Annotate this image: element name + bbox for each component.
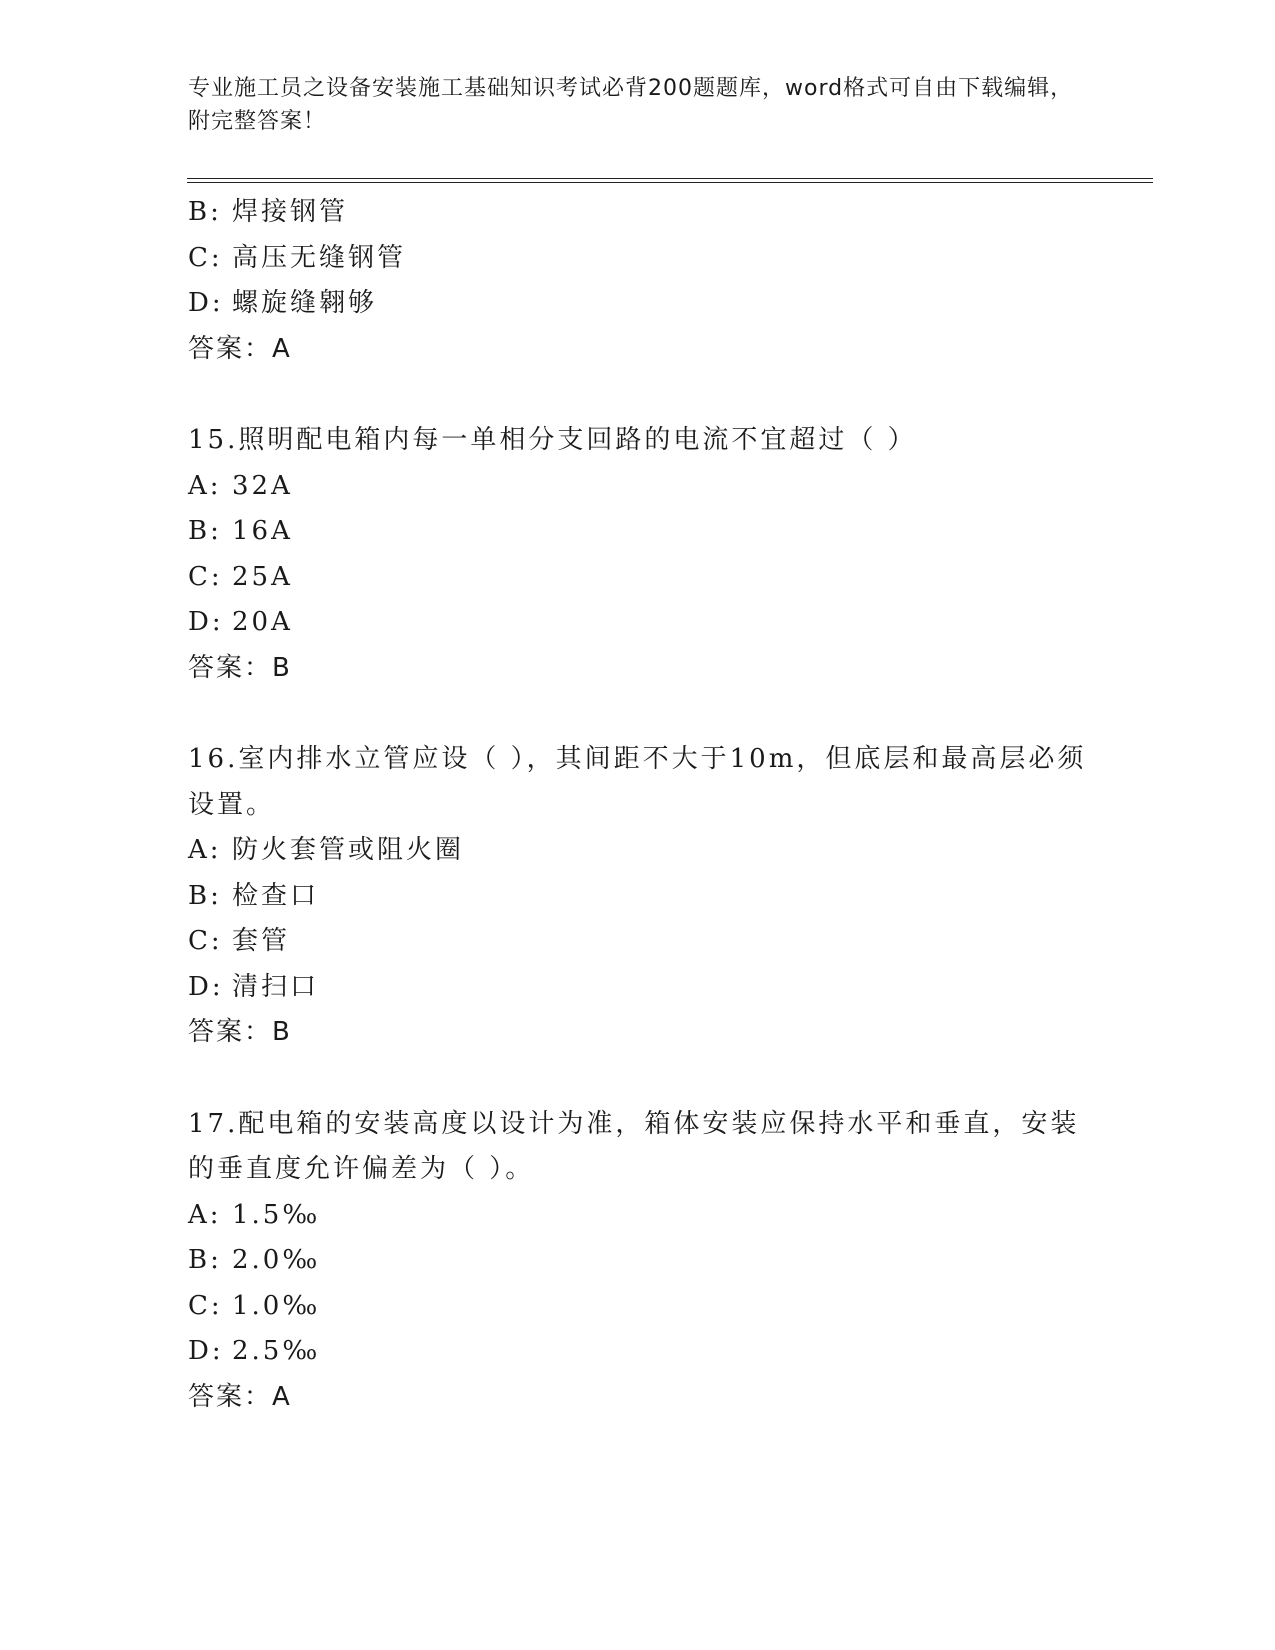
option-text: 20A (232, 607, 293, 637)
option-text: 25A (232, 561, 293, 592)
option-d (188, 281, 1088, 327)
option-label: C: (188, 242, 223, 273)
option-text: 高压无缝钢管 (232, 242, 407, 273)
option-label: A: (188, 470, 222, 501)
option-text: 套管 (232, 926, 291, 956)
question-15 (188, 418, 1088, 691)
option-label: C: (188, 1290, 223, 1321)
option-text: 检查口 (232, 880, 320, 911)
option-d (188, 965, 1088, 1011)
option-label: A: (188, 835, 222, 865)
option-text: 防火套管或阻火圈 (232, 835, 465, 865)
option-label: D: (188, 971, 224, 1002)
question-17 (188, 1102, 1088, 1421)
option-label: C: (188, 561, 223, 592)
question-16 (188, 737, 1088, 1056)
option-label: B: (188, 516, 222, 546)
option-text: 2.5‰ (232, 1336, 321, 1366)
header-divider-bottom (187, 182, 1153, 183)
option-b (188, 874, 1088, 920)
option-label: D: (188, 607, 224, 637)
option-text: 焊接钢管 (232, 197, 349, 227)
question-title: 16.室内排水立管应设（ ），其间距不大于10m，但底层和最高层必须设置。 (188, 744, 1087, 820)
option-b (188, 1238, 1088, 1284)
header-divider-top (187, 178, 1153, 179)
option-b (188, 509, 1088, 555)
option-label: B: (188, 197, 222, 227)
option-text: 32A (232, 470, 293, 501)
option-text: 螺旋缝翱够 (232, 288, 378, 318)
option-c (188, 555, 1088, 601)
option-label: B: (188, 880, 222, 911)
option-a (188, 464, 1088, 510)
option-text: 16A (232, 516, 293, 546)
option-c (188, 919, 1088, 965)
option-a (188, 828, 1088, 874)
option-d (188, 1329, 1088, 1375)
question-title: 17.配电箱的安装高度以设计为准，箱体安装应保持水平和垂直，安装的垂直度允许偏差为（ ）。 (188, 1108, 1080, 1184)
option-label: D: (188, 288, 224, 318)
option-text: 2.0‰ (232, 1245, 321, 1275)
option-label: A: (188, 1199, 222, 1230)
question-list (188, 190, 1088, 1420)
option-text: 1.5‰ (232, 1199, 321, 1230)
option-label: D: (188, 1336, 224, 1366)
option-d (188, 600, 1088, 646)
question-partial (188, 190, 1088, 372)
option-text: 1.0‰ (232, 1290, 321, 1321)
option-b (188, 190, 1088, 236)
option-c (188, 236, 1088, 282)
document-header: 专业施工员之设备安装施工基础知识考试必背200题题库，word格式可自由下载编辑，附完整答案！ (188, 76, 1074, 134)
option-label: C: (188, 926, 223, 956)
answer: 答案：B (188, 1017, 292, 1047)
option-text: 清扫口 (232, 971, 320, 1002)
option-label: B: (188, 1245, 222, 1275)
answer: 答案：B (188, 652, 292, 683)
option-a (188, 1193, 1088, 1239)
option-c (188, 1284, 1088, 1330)
answer: 答案：A (188, 333, 292, 364)
question-title: 15.照明配电箱内每一单相分支回路的电流不宜超过（ ） (188, 425, 917, 455)
answer: 答案：A (188, 1381, 292, 1412)
